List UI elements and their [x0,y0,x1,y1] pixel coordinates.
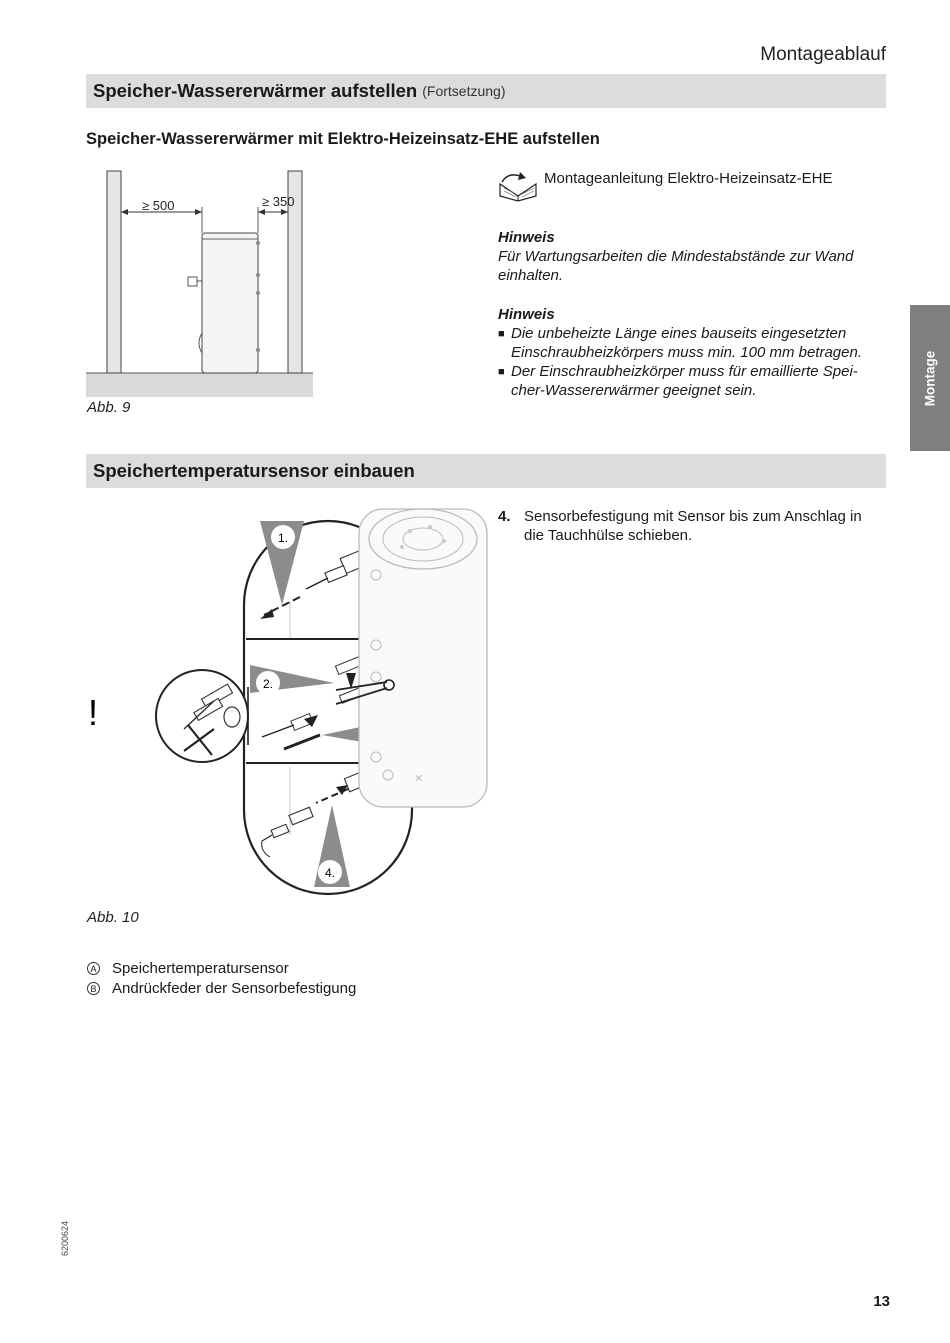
dimension-label-left: ≥ 500 [142,198,175,213]
side-tab-label: Montage [922,350,938,406]
bullet-line: Der Einschraubheizkörper muss für emaillierte Spei- [511,363,858,380]
section-title-suffix: (Fortsetzung) [422,83,506,99]
list-item: ■ Der Einschraubheizkörper muss für emaillierte Spei- cher-Wassererwärmer geeignet sein. [498,363,858,399]
note-line: einhalten. [498,267,564,284]
legend-item-b [87,980,356,997]
step-line: die Tauchhülse schieben. [524,527,693,544]
document-number: 6200624 [60,1220,70,1256]
bullet-line: cher-Wassererwärmer geeignet sein. [511,382,757,399]
warning-exclamation: ! [88,692,99,733]
step-label: 4. [324,866,336,880]
bullet-line: Die unbeheizte Länge eines bauseits eingesetzten [511,325,847,342]
legend-item-a [87,960,289,977]
manual-reference-text: Montageanleitung Elektro-Heizeinsatz-EHE [544,170,833,187]
step-label: 1. [277,531,289,545]
figure-9-caption: Abb. 9 [87,399,131,416]
legend-key: A [87,962,100,975]
step-label: 2. [262,677,274,691]
note-heading: Hinweis [498,306,555,323]
legend-text: Andrückfeder der Sensorbefestigung [112,980,357,997]
note-heading: Hinweis [498,229,555,246]
legend-text: Speichertemperatursensor [112,960,289,977]
section-title: Speichertemperatursensor einbauen [93,460,415,481]
page-number: 13 [873,1293,890,1310]
legend-key: B [87,982,100,995]
dimension-label-right: ≥ 350 [262,194,295,209]
step-line: Sensorbefestigung mit Sensor bis zum Anschlag in [524,508,862,525]
section-title: Speicher-Wassererwärmer aufstellen [93,80,418,101]
step-number: 4. [498,508,511,525]
note-line: Für Wartungsarbeiten die Mindestabstände zur Wand [498,248,854,265]
subsection-title: Speicher-Wassererwärmer mit Elektro-Heizeinsatz-EHE aufstellen [86,130,600,148]
bullet-line: Einschraubheizkörpers muss min. 100 mm betragen. [511,344,862,361]
instruction-step-4 [498,507,890,545]
page-header-title: Montageablauf [760,44,886,65]
svg-text:✕: ✕ [414,773,424,785]
figure-10-caption: Abb. 10 [87,909,139,926]
list-item: ■ Die unbeheizte Länge eines bauseits eingesetzten Einschraubheizkörpers muss min. 100 mm betragen. [498,325,862,361]
